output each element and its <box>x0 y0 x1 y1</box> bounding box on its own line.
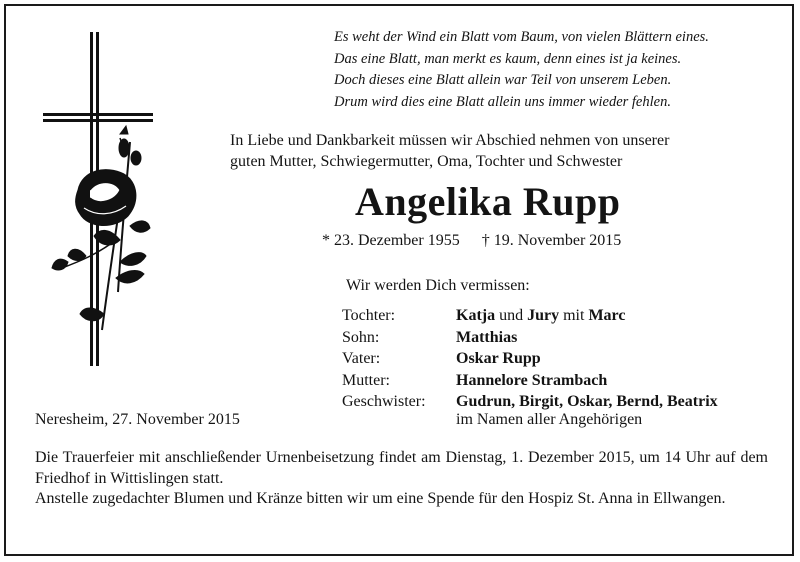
family-row-daughter <box>342 305 718 327</box>
poem <box>334 27 709 113</box>
intro-line: guten Mutter, Schwiegermutter, Oma, Tochter und Schwester <box>230 153 623 170</box>
relatives-text: im Namen aller Angehörigen <box>456 411 643 428</box>
family-role: Geschwister: <box>342 393 426 410</box>
poem-line: Drum wird dies eine Blatt allein uns immer wieder fehlen. <box>334 93 671 110</box>
poem-line: Doch dieses eine Blatt allein war Teil von unserem Leben. <box>334 72 672 88</box>
death-date: † 19. November 2015 <box>481 232 622 249</box>
donation-paragraph: Anstelle zugedachter Blumen und Kränze bitten wir um eine Spende für den Hospiz St. Anna in Ellwangen. <box>35 490 726 507</box>
funeral-paragraph: Die Trauerfeier mit anschließender Urnenbeisetzung findet am Dienstag, 1. Dezember 2015, um 14 Uhr auf dem Friedhof in Wittislingen statt. <box>35 449 768 487</box>
family-role: Vater: <box>342 350 381 367</box>
poem-line: Es weht der Wind ein Blatt vom Baum, von vielen Blättern eines. <box>334 29 709 45</box>
poem-line: Das eine Blatt, man merkt es kaum, denn eines ist ja keines. <box>334 50 682 67</box>
deceased-name: Angelika Rupp <box>355 179 621 224</box>
family-role: Mutter: <box>342 371 390 389</box>
intro-text <box>230 130 669 172</box>
family-role: Tochter: <box>342 307 396 324</box>
miss-text: Wir werden Dich vermissen: <box>346 277 530 294</box>
family-names: Gudrun, Birgit, Oskar, Bernd, Beatrix <box>456 393 718 410</box>
family-names: Matthias <box>456 328 518 346</box>
family-list <box>342 305 718 413</box>
family-row-son <box>342 327 718 349</box>
life-dates <box>322 232 621 250</box>
family-role: Sohn: <box>342 328 380 346</box>
family-row-father <box>342 348 718 370</box>
funeral-notice <box>35 448 768 510</box>
cross-and-rose-artwork <box>40 30 165 375</box>
rose-icon <box>52 126 150 330</box>
family-names: Katja und Jury mit Marc <box>456 307 626 324</box>
family-row-mother <box>342 370 718 392</box>
family-names: Oskar Rupp <box>456 350 541 367</box>
birth-date: * 23. Dezember 1955 <box>322 232 460 249</box>
intro-line: In Liebe und Dankbarkeit müssen wir Abschied nehmen von unserer <box>230 132 670 149</box>
family-row-siblings <box>342 391 718 413</box>
place-and-date: Neresheim, 27. November 2015 <box>35 411 240 428</box>
family-names: Hannelore Strambach <box>456 371 608 389</box>
